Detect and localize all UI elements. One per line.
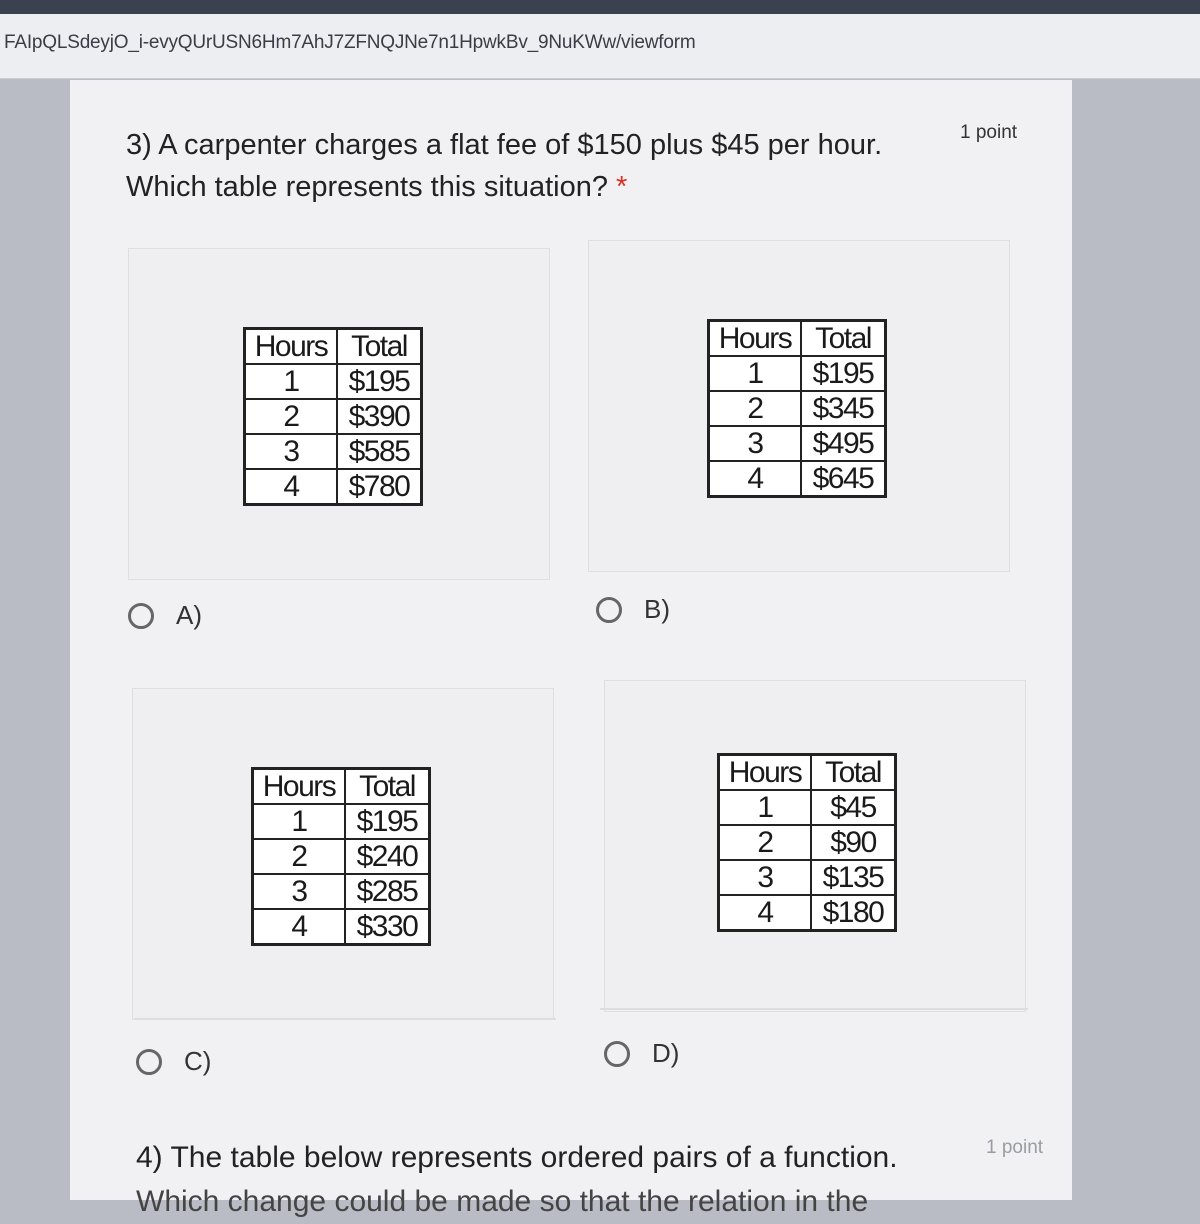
question-3-points: 1 point [960, 122, 1018, 143]
table-header-hours: Hours [245, 329, 338, 365]
table-row [719, 825, 896, 860]
option-b[interactable] [596, 594, 670, 625]
option-a-label: A) [176, 600, 202, 630]
table-header-total: Total [801, 321, 886, 357]
table-cell: $180 [811, 895, 896, 931]
table-row [253, 874, 430, 909]
table-cell: 4 [709, 461, 802, 497]
question-4-text-continued: Which change could be made so that the relation in the [136, 1185, 869, 1218]
table-cell: 3 [245, 434, 338, 469]
table-cell: 2 [253, 839, 346, 874]
table-cell: 2 [709, 391, 802, 426]
table-cell: $345 [801, 391, 886, 426]
table-header-total: Total [811, 755, 896, 791]
table-cell: 1 [709, 356, 802, 391]
option-b-table [707, 319, 887, 498]
radio-d[interactable] [604, 1041, 630, 1067]
option-a-table [243, 327, 423, 506]
table-cell: 1 [253, 804, 346, 839]
table-cell: 4 [719, 895, 812, 931]
table-row [245, 469, 422, 505]
table-cell: $390 [337, 399, 422, 434]
table-row [253, 839, 430, 874]
table-cell: $195 [337, 364, 422, 399]
option-c-table [251, 767, 431, 946]
option-d-label: D) [652, 1038, 680, 1068]
table-cell: 3 [709, 426, 802, 461]
option-c-label: C) [184, 1046, 212, 1076]
table-cell: 2 [245, 399, 338, 434]
table-cell: $330 [345, 909, 430, 945]
table-cell: 4 [245, 469, 338, 505]
table-header-total: Total [337, 329, 422, 365]
radio-c[interactable] [136, 1049, 162, 1075]
option-b-image [588, 240, 1010, 572]
table-cell: 4 [253, 909, 346, 945]
table-cell: $780 [337, 469, 422, 505]
table-cell: $195 [801, 356, 886, 391]
table-row [253, 804, 430, 839]
table-cell: $285 [345, 874, 430, 909]
table-cell: $45 [811, 790, 896, 825]
table-cell: $585 [337, 434, 422, 469]
browser-top-strip [0, 0, 1200, 14]
option-d-table [717, 753, 897, 932]
table-cell: 3 [719, 860, 812, 895]
table-row [245, 434, 422, 469]
table-cell: 1 [245, 364, 338, 399]
question-4-text: 4) The table below represents ordered pairs of a function. [136, 1141, 898, 1174]
table-row [719, 790, 896, 825]
option-a[interactable] [128, 600, 202, 631]
question-card [70, 80, 1072, 1218]
table-header-hours: Hours [253, 769, 346, 805]
option-c[interactable] [136, 1046, 211, 1077]
table-header-hours: Hours [719, 755, 812, 791]
table-row [719, 860, 896, 895]
address-bar[interactable] [0, 14, 1200, 79]
option-a-image [128, 248, 550, 580]
question-3-text: 3) A carpenter charges a flat fee of $150 plus $45 per hour. Which table represents this situation? [126, 129, 883, 203]
radio-b[interactable] [596, 597, 622, 623]
option-c-image [132, 688, 554, 1020]
table-cell: $240 [345, 839, 430, 874]
table-header-row [719, 755, 896, 791]
question-4-points: 1 point [986, 1137, 1044, 1158]
url-text[interactable]: FAIpQLSdeyjO_i-evyQUrUSN6Hm7AhJ7ZFNQJNe7n1HpwkBv_9NuKWw/viewform [4, 32, 696, 53]
table-row [709, 391, 886, 426]
table-header-row [709, 321, 886, 357]
table-cell: $645 [801, 461, 886, 497]
radio-a[interactable] [128, 603, 154, 629]
table-row [245, 364, 422, 399]
question-3-title [126, 124, 916, 208]
table-row [253, 909, 430, 945]
option-d-image [604, 680, 1026, 1012]
table-cell: 2 [719, 825, 812, 860]
table-row [245, 399, 422, 434]
table-header-row [253, 769, 430, 805]
table-header-hours: Hours [709, 321, 802, 357]
table-row [709, 461, 886, 497]
divider [600, 1008, 1028, 1010]
table-row [709, 356, 886, 391]
table-cell: 3 [253, 874, 346, 909]
required-asterisk: * [616, 171, 628, 203]
table-cell: $195 [345, 804, 430, 839]
divider [134, 1018, 556, 1020]
question-4-title [136, 1136, 996, 1224]
table-cell: 1 [719, 790, 812, 825]
table-row [719, 895, 896, 931]
option-d[interactable] [604, 1038, 679, 1069]
table-row [709, 426, 886, 461]
table-header-row [245, 329, 422, 365]
table-cell: $135 [811, 860, 896, 895]
table-header-total: Total [345, 769, 430, 805]
table-cell: $495 [801, 426, 886, 461]
table-cell: $90 [811, 825, 896, 860]
option-b-label: B) [644, 594, 670, 624]
